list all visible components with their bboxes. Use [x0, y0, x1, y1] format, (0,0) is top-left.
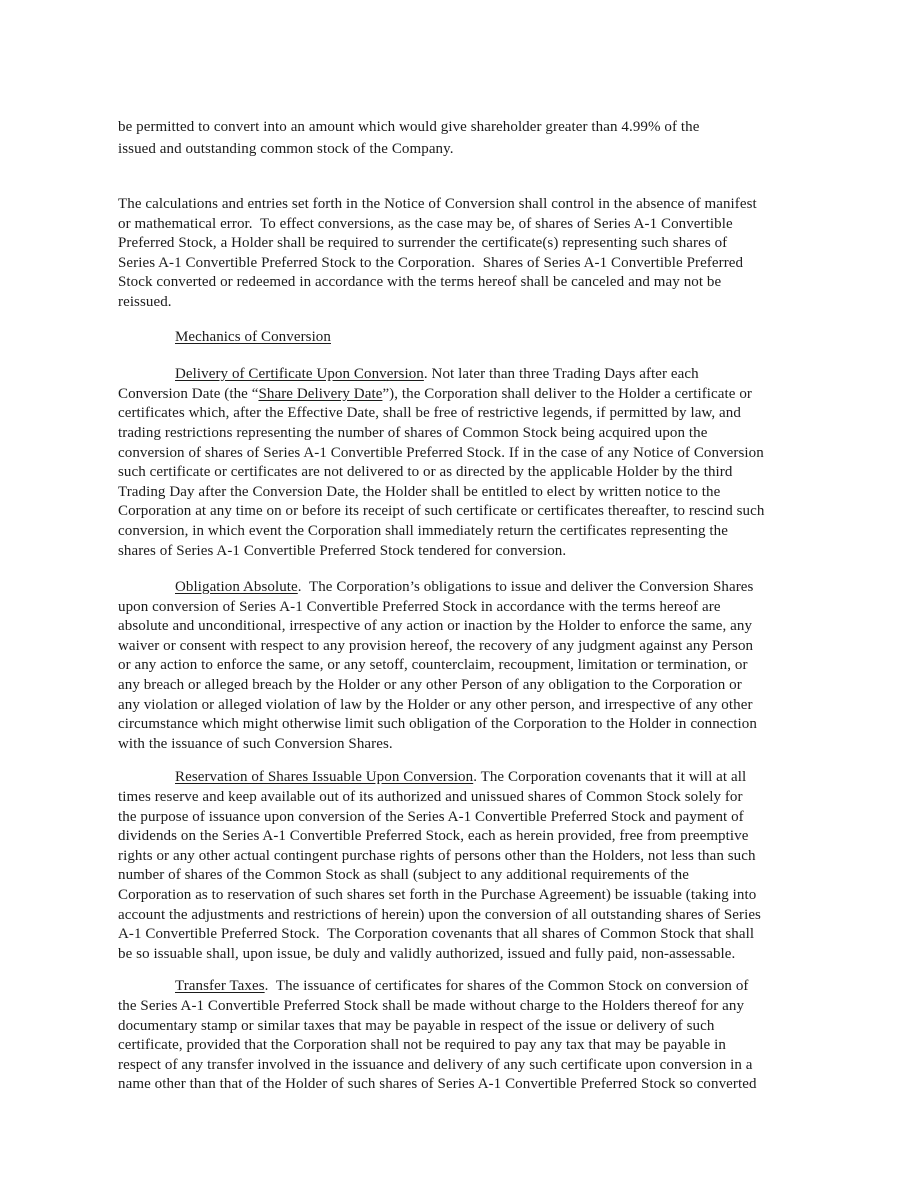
text-run: upon conversion of Series A-1 Convertible Preferred Stock in accordance with the terms hereof are	[118, 598, 721, 615]
text-line	[118, 945, 866, 965]
text-run: conversion, in which event the Corporation shall immediately return the certificates representing the	[118, 522, 728, 539]
text-run: A-1 Convertible Preferred Stock. The Corporation covenants that all shares of Common Stock that shall	[118, 926, 755, 943]
text-run: conversion of shares of Series A-1 Convertible Preferred Stock. If in the case of any Notice of Conversion	[118, 444, 764, 461]
text-run: ”), the Corporation shall deliver to the Holder a certificate or	[382, 385, 752, 402]
text-run: number of shares of the Common Stock as shall (subject to any additional requirements of the	[118, 867, 689, 884]
text-line	[118, 788, 866, 808]
underlined-text-run: Delivery of Certificate Upon Conversion	[175, 366, 424, 383]
text-run: be so issuable shall, upon issue, be duly and validly authorized, issued and fully paid, non-assessable.	[118, 945, 736, 962]
text-line	[118, 1017, 866, 1037]
text-line	[118, 424, 866, 444]
text-run: trading restrictions representing the number of shares of Common Stock being acquired upon the	[118, 424, 708, 441]
text-line	[118, 715, 866, 735]
text-run: Preferred Stock, a Holder shall be required to surrender the certificate(s) representing such shares of	[118, 235, 728, 252]
underlined-text-run: Mechanics of Conversion	[175, 328, 331, 345]
text-line	[118, 404, 866, 424]
text-line	[118, 617, 866, 637]
text-run: be permitted to convert into an amount which would give shareholder greater than 4.99% of the	[118, 119, 700, 135]
paragraph	[118, 195, 866, 313]
text-run: Series A-1 Convertible Preferred Stock to the Corporation. Shares of Series A-1 Convertible Preferred	[118, 254, 744, 271]
text-run: The calculations and entries set forth in the Notice of Conversion shall control in the absence of manifest	[118, 196, 757, 212]
text-run: shares of Series A-1 Convertible Preferred Stock tendered for conversion.	[118, 542, 567, 559]
section-heading	[118, 328, 866, 348]
text-line	[118, 463, 866, 483]
document-content	[118, 0, 866, 1095]
text-line	[118, 522, 866, 542]
text-run: any violation or alleged violation of law by the Holder or any other person, and irrespective of any other	[118, 696, 753, 713]
paragraph	[118, 578, 866, 754]
text-line	[118, 542, 866, 562]
text-run: rights or any other actual contingent purchase rights of persons other than the Holders, not less than such	[118, 847, 756, 864]
text-line	[118, 808, 866, 828]
text-line	[118, 195, 866, 215]
text-line	[118, 735, 866, 755]
text-run: issued and outstanding common stock of the Company.	[118, 141, 454, 157]
text-run: or any action to enforce the same, or any setoff, counterclaim, recoupment, limitation or termination, or	[118, 657, 748, 674]
text-run: Corporation at any time on or before its receipt of such certificate or certificates thereafter, to rescind such	[118, 503, 765, 520]
text-run: with the issuance of such Conversion Shares.	[118, 735, 393, 752]
text-line	[118, 502, 866, 522]
paragraph	[118, 977, 866, 1095]
text-line	[118, 215, 866, 235]
text-line	[118, 598, 866, 618]
text-line	[118, 273, 866, 293]
text-run: circumstance which might otherwise limit such obligation of the Corporation to the Holder in connection	[118, 716, 757, 733]
underlined-text-run: Transfer Taxes	[175, 978, 265, 995]
text-run: documentary stamp or similar taxes that may be payable in respect of the issue or delivery of such	[118, 1017, 715, 1034]
text-run: name other than that of the Holder of such shares of Series A-1 Convertible Preferred Stock so converted	[118, 1076, 757, 1093]
text-run: dividends on the Series A-1 Convertible Preferred Stock, each as herein provided, free from preemptive	[118, 828, 749, 845]
text-run: account the adjustments and restrictions of herein) upon the conversion of all outstanding shares of Series	[118, 906, 761, 923]
text-run: . The issuance of certificates for shares of the Common Stock on conversion of	[264, 978, 749, 995]
text-run: or mathematical error. To effect conversions, as the case may be, of shares of Series A-1 Convertible	[118, 215, 733, 232]
text-run: certificates which, after the Effective Date, shall be free of restrictive legends, if permitted by law, and	[118, 405, 741, 422]
text-run: absolute and unconditional, irrespective of any action or inaction by the Holder to enforce the same, any	[118, 618, 753, 635]
text-run: Conversion Date (the “	[118, 385, 259, 402]
text-line	[118, 1056, 866, 1076]
text-run: . Not later than three Trading Days after each	[423, 366, 699, 383]
text-line	[118, 827, 866, 847]
text-run: Stock converted or redeemed in accordance with the terms hereof shall be canceled and may not be	[118, 274, 722, 291]
underlined-text-run: Obligation Absolute	[175, 579, 298, 596]
text-line	[118, 365, 866, 385]
text-line	[118, 116, 866, 138]
underlined-text-run: Reservation of Shares Issuable Upon Conversion	[175, 769, 474, 786]
text-line	[118, 925, 866, 945]
text-line	[118, 385, 866, 405]
text-line	[118, 444, 866, 464]
text-line	[118, 847, 866, 867]
text-run: any breach or alleged breach by the Holder or any other Person of any obligation to the Corporation or	[118, 677, 742, 694]
text-line	[118, 293, 866, 313]
text-line	[118, 637, 866, 657]
text-line	[118, 1036, 866, 1056]
text-run: . The Corporation covenants that it will at all	[473, 769, 747, 786]
text-line	[118, 886, 866, 906]
text-line	[118, 254, 866, 274]
text-run: reissued.	[118, 293, 172, 310]
text-run: such certificate or certificates are not delivered to or as directed by the applicable Holder by the third	[118, 464, 733, 481]
text-line	[118, 768, 866, 788]
text-line	[118, 977, 866, 997]
text-line	[118, 656, 866, 676]
text-line	[118, 906, 866, 926]
text-line	[118, 676, 866, 696]
paragraph	[118, 116, 866, 160]
paragraph	[118, 768, 866, 964]
text-run: the purpose of issuance upon conversion of the Series A-1 Convertible Preferred Stock and payment of	[118, 808, 744, 825]
text-line	[118, 328, 866, 348]
underlined-text-run: Share Delivery Date	[258, 385, 383, 402]
text-line	[118, 997, 866, 1017]
text-run: times reserve and keep available out of its authorized and unissued shares of Common Stock solely for	[118, 789, 743, 806]
text-line	[118, 483, 866, 503]
text-run: the Series A-1 Convertible Preferred Stock shall be made without charge to the Holders thereof for any	[118, 997, 745, 1014]
text-run: certificate, provided that the Corporation shall not be required to pay any tax that may be payable in	[118, 1037, 726, 1054]
text-line	[118, 138, 866, 160]
text-line	[118, 234, 866, 254]
text-line	[118, 578, 866, 598]
text-run: respect of any transfer involved in the issuance and delivery of any such certificate upon conversion in a	[118, 1056, 753, 1073]
text-line	[118, 866, 866, 886]
text-run: . The Corporation’s obligations to issue and deliver the Conversion Shares	[297, 579, 754, 596]
paragraph	[118, 365, 866, 561]
text-line	[118, 696, 866, 716]
text-line	[118, 1075, 866, 1095]
text-run: Trading Day after the Conversion Date, the Holder shall be entitled to elect by written notice to the	[118, 483, 721, 500]
text-run: Corporation as to reservation of such shares set forth in the Purchase Agreement) be issuable (taking into	[118, 887, 757, 903]
text-run: waiver or consent with respect to any provision hereof, the recovery of any judgment against any Person	[118, 637, 754, 654]
